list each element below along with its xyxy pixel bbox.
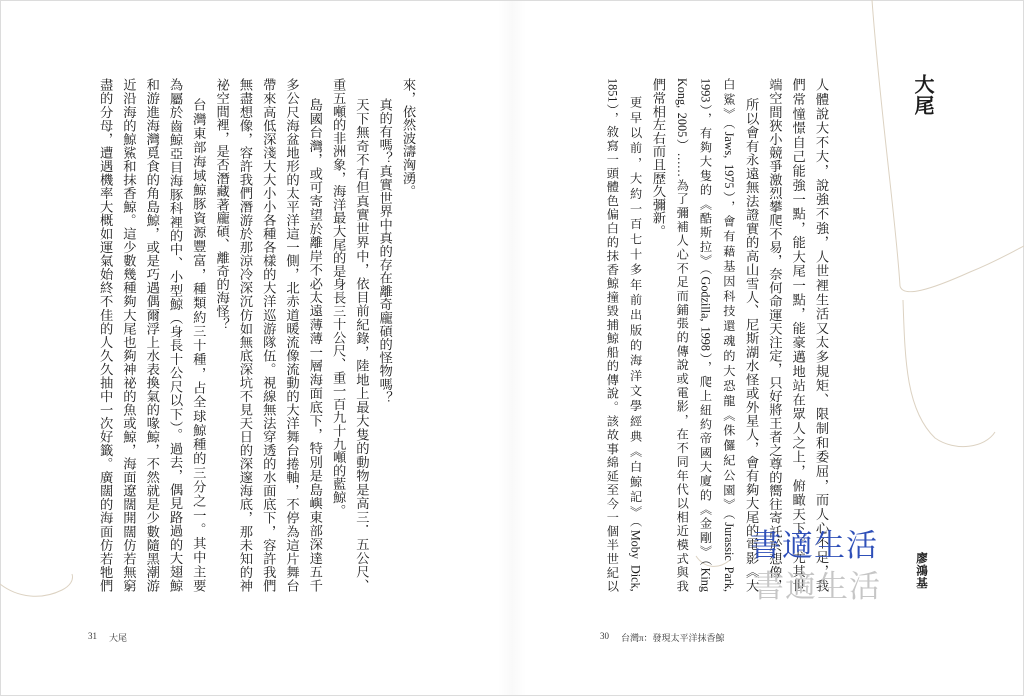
chapter-title: 大尾 — [911, 74, 933, 116]
watermark-text: 書適生活 — [750, 528, 878, 564]
running-head: 大尾 — [109, 633, 128, 643]
running-head: 台灣π：發現太平洋抹香鯨 — [621, 633, 725, 643]
watermark-echo-text: 書適生活 — [753, 569, 881, 605]
text-column: 人體說大不大，說強不強，人世裡生活又太多規矩、限制和委屈，而人心不足，我 — [814, 78, 829, 592]
text-column: 們常憧憬自己能強一點，能大尾一點，能豪邁地站在眾人之上，俯瞰天下。尤其世 — [790, 78, 806, 592]
text-column: 1851），敘寫一頭體色偏白的抹香鯨撞毀捕鯨船的傳說。該故事綿延至今一個半世紀以 — [605, 78, 620, 592]
text-column: 更早以前，大約一百七十多年前出版的海洋文學經典《白鯨記》（Moby Dick, — [628, 96, 643, 592]
text-column: 盡的分母，遭遇機率大概如運氣始終不佳的人久久抽中一次好籤。廣闊的海面仿若牠們 — [98, 78, 114, 592]
text-column: 多公尺海盆地形的太平洋這一側，北赤道暖流像流動的大洋舞台捲軸，不停為這片舞台 — [284, 78, 300, 592]
page-number: 31 — [88, 631, 97, 641]
text-column: 島國台灣，或可寄望於離岸不必太遠薄薄一層海面底下，特別是島嶼東部深達五千 — [307, 97, 323, 592]
text-column: 為屬於齒鯨亞目海豚科裡的中、小型鯨（身長十公尺以下）。過去，偶見路過的大翅鯨 — [168, 78, 184, 592]
whale-fluke-outline-lower — [903, 300, 995, 447]
text-column: 台灣東部海域鯨豚資源豐富，種類約三十種，占全球鯨種的三分之一。其中主要 — [191, 97, 207, 592]
text-column: 和游進海灣覓食的角島鯨，或是巧遇偶爾浮上水表換氣的喙鯨，不然就是少數隨黑潮游 — [144, 78, 160, 592]
text-column: 重五噸的非洲象，海洋最大尾的是身長三十公尺、重一百九十九噸的藍鯨。 — [331, 78, 347, 517]
text-column: 帶來高低深淺大大小小各種各樣的大洋巡游隊伍。視線無法穿透的水面底下，容許我們 — [261, 78, 277, 592]
left-page-body — [94, 78, 420, 592]
text-column: Kong, 2005）……為了彌補人心不足而鋪張的傳說或電影，在不同年代以相近模式與我 — [675, 78, 690, 592]
text-column: 來，依然波濤洶湧。 — [401, 78, 416, 198]
text-column: 近沿海的鯨鯊和抹香鯨。這少數幾種夠大尾也夠神祕的魚或鯨，海面遼闊開闊仿若無窮 — [121, 78, 137, 592]
text-column: 白鯊》（Jaws, 1975），會有藉基因科技還魂的大恐龍《侏儸紀公園》（Jurassic Park, — [721, 78, 736, 592]
right-page-body — [600, 78, 833, 592]
page-number: 30 — [600, 631, 609, 641]
text-column: 真的有嗎？真實世界中真的存在離奇龐碩的怪物嗎？ — [377, 97, 393, 404]
page-footer-right — [600, 631, 725, 644]
author-name: 廖鴻基 — [915, 552, 927, 590]
text-column: 無盡想像，容許我們潛游於那涼冷深沉仿如無底深坑不見天日的深邃海底，那未知的神 — [237, 78, 253, 592]
text-column: 1993），有夠大隻的《酷斯拉》（Godzilla, 1998），爬上紐約帝國大廈的《金剛》（King — [698, 78, 713, 592]
text-column: 們常相左右而且歷久彌新。 — [650, 78, 666, 238]
text-column: 所以會有永遠無法證實的高山雪人、尼斯湖水怪或外星人，會有夠大尾的電影《大 — [744, 97, 760, 592]
text-column: 端空間狹小競爭激烈攀爬不易，奈何命運天注定，只好將王者之尊的嚮往寄託於想像， — [767, 78, 783, 592]
wave-curl-left — [0, 574, 73, 596]
text-column: 祕空間裡，是否潛藏著龐碩、離奇的海怪？ — [214, 78, 230, 331]
text-column: 天下無奇不有但真實世界中，依目前紀錄，陸地上最大隻的動物是高三．五公尺、 — [354, 97, 370, 592]
whale-fluke-outline — [872, 0, 1024, 292]
page-footer-left — [88, 631, 127, 644]
